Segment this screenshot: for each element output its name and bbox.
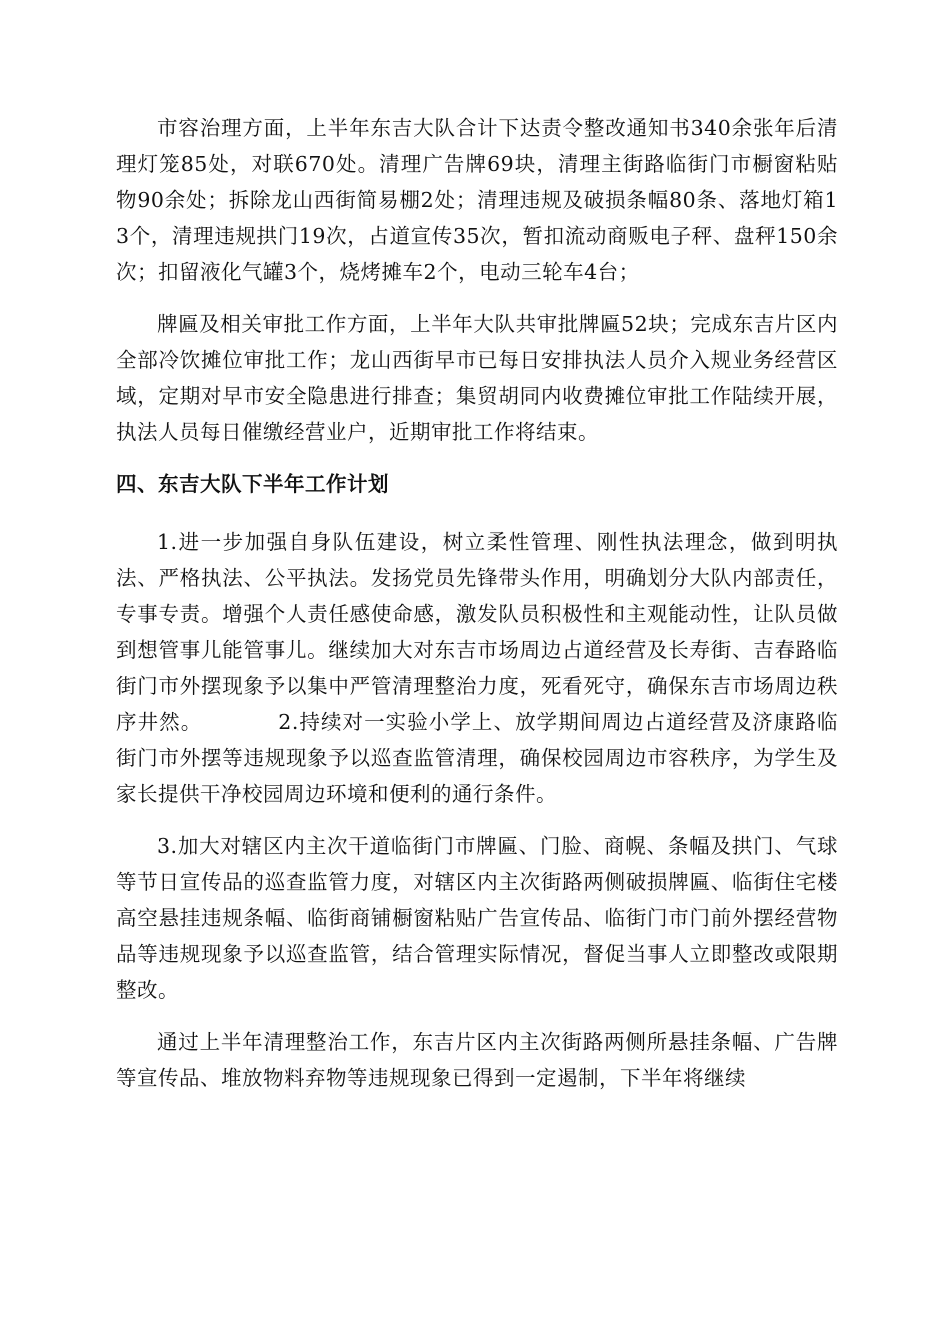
paragraph-signboard-approval: 牌匾及相关审批工作方面，上半年大队共审批牌匾52块；完成东吉片区内全部冷饮摊位审批工作；龙山西街早市已每日安排执法人员介入规业务经营区域，定期对早市安全隐患进行排查；集贸胡同内收费摊位审批工作陆续开展，执法人员每日催缴经营业户，近期审批工作将结束。 xyxy=(116,312,838,444)
document-page xyxy=(116,110,838,1112)
plan-item-3: 3.加大对辖区内主次干道临街门市牌匾、门脸、商幌、条幅及拱门、气球等节日宣传品的巡查监管力度，对辖区内主次街路两侧破损牌匾、临街住宅楼高空悬挂违规条幅、临街商铺橱窗粘贴广告宣传品、临街门市门前外摆经营物品等违规现象予以巡查监管，结合管理实际情况，督促当事人立即整改或限期整改。 xyxy=(116,834,838,1002)
paragraph-summary: 通过上半年清理整治工作，东吉片区内主次街路两侧所悬挂条幅、广告牌等宣传品、堆放物料弃物等违规现象已得到一定遏制，下半年将继续 xyxy=(116,1030,838,1090)
paragraph-city-appearance: 市容治理方面，上半年东吉大队合计下达责令整改通知书340余张年后清理灯笼85处，对联670处。清理广告牌69块，清理主街路临街门市橱窗粘贴物90余处；拆除龙山西街简易棚2处；清理违规及破损条幅80条、落地灯箱13个，清理违规拱门19次，占道宣传35次，暂扣流动商贩电子秤、盘秤150余次；扣留液化气罐3个，烧烤摊车2个，电动三轮车4台； xyxy=(116,116,838,284)
section-heading: 四、东吉大队下半年工作计划 xyxy=(116,472,389,496)
plan-item-1-2: 1.进一步加强自身队伍建设，树立柔性管理、刚性执法理念，做到明执法、严格执法、公平执法。发扬党员先锋带头作用，明确划分大队内部责任，专事专责。增强个人责任感使命感，激发队员积极性和主观能动性，让队员做到想管事儿能管事儿。继续加大对东吉市场周边占道经营及长寿街、吉春路临街门市外摆现象予以集中严管清理整治力度，死看死守，确保东吉市场周边秩序井然。 2.持续对一实验小学上、放学期间周边占道经营及济康路临街门市外摆等违规现象予以巡查监管清理，确保校园周边市容秩序，为学生及家长提供干净校园周边环境和便利的通行条件。 xyxy=(116,530,838,806)
